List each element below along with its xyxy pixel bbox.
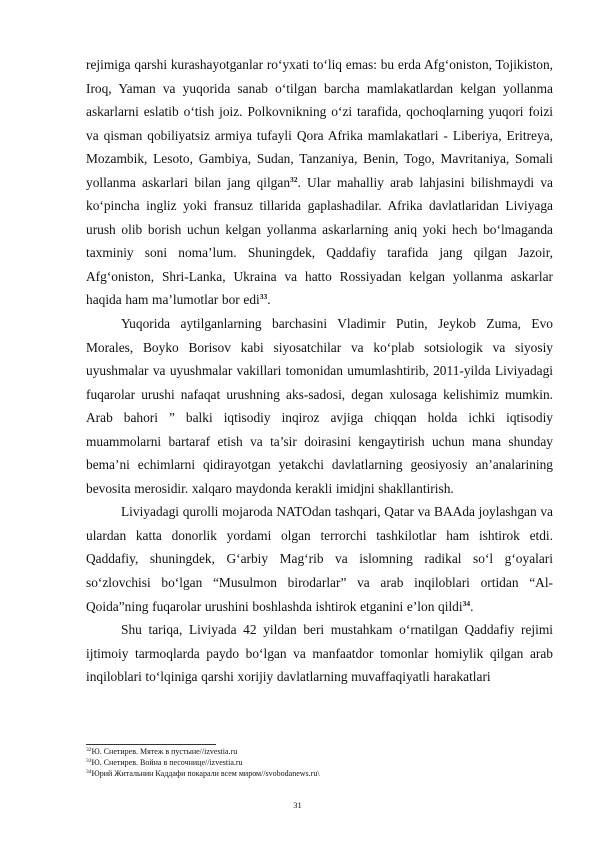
paragraph-3: [86, 500, 553, 618]
footnote-separator: [86, 744, 216, 745]
paragraph-3-text-b: .: [470, 598, 474, 614]
footnote-ref-34[interactable]: 34: [462, 598, 471, 608]
paragraph-4-text: Shu tariqa, Liviyada 42 yildan beri mustahkam o‘rnatilgan Qaddafiy rejimi ijtimoiy tarmoqlarda paydo bo‘lgan va manfaatdor tomonlar homiylik qilgan arab inqiloblari to‘lqiniga qarshi xorijiy davlatlarning muvaffaqiyatli harakatlari: [86, 622, 553, 685]
page-number: 31: [293, 800, 302, 810]
footnote-33: [86, 757, 553, 768]
paragraph-1: [86, 53, 553, 312]
footnote-number: 32: [86, 747, 92, 753]
paragraph-1-text-b: . Ular mahalliy arab lahjasini bilishmaydi va ko‘pincha ingliz yoki fransuz tillarida gaplashadilar. Afrika davlatlaridan Liviyaga urush olib borish uchun kelgan yollanma askarlarning aniq yoki hech bo‘lmaganda taxminiy soni noma’lum. Shuningdek, Qaddafiy tarafida jang qilgan Jazoir, Afg‘oniston, Shri-Lanka, Ukraina va hatto Rossiyadan kelgan yollanma askarlar haqida ham ma’lumotlar bor edi: [86, 174, 553, 308]
footnote-ref-32[interactable]: 32: [290, 174, 298, 184]
footnote-number: 33: [86, 758, 92, 765]
paragraph-1-text-a: rejimiga qarshi kurashayotganlar ro‘yxati to‘liq emas: bu erda Afg‘oniston, Tojikiston, Iroq, Yaman va yuqorida sanab o‘tilgan barcha mamlakatlardan kelgan yollanma askarlarni eslatib o‘tish joiz. Polkovnikning o‘zi tarafida, qochoqlarning yuqori foizi va qisman qobiliyatsiz armiya tufayli Qora Afrika mamlakatlari - Liberiya, Eritreya, Mozambik, Lesoto, Gambiya, Sudan, Tanzaniya, Benin, Togo, Mavritaniya, Somali yollanma askarlari bilan jang qilgan: [86, 57, 553, 190]
footnote-32: [86, 746, 553, 757]
footnote-text: Ю. Снетирев. Мятеж в пустыне//izvestia.ru: [91, 747, 238, 756]
paragraph-2: [86, 312, 553, 500]
paragraph-3-text-a: Liviyadagi qurolli mojaroda NATOdan tashqari, Qatar va BAAda joylashgan va ulardan katta donorlik yordami olgan terrorchi tashkilotlar ham ishtirok etdi. Qaddafiy, shuningdek, G‘arbiy Mag‘rib va islomning radikal so‘l g‘oyalari so‘zlovchisi bo‘lgan “Musulmon birodarlar” va arab inqiloblari ortidan “Al-Qoida”ning fuqarolar urushini boshlashda ishtirok etganini e’lon qildi: [86, 504, 553, 614]
footnote-text: Юрий Житальнин Каддафи покарали всем миром//svobodanews.ru\: [91, 769, 320, 779]
footnote-number: 34: [86, 769, 92, 776]
paragraph-4: [86, 618, 553, 689]
footnote-ref-33[interactable]: 33: [259, 292, 268, 302]
body-text: [86, 53, 553, 689]
footnotes: [86, 746, 553, 780]
paragraph-1-text-c: .: [267, 292, 271, 308]
footnote-34: [86, 768, 553, 779]
paragraph-2-text: Yuqorida aytilganlarning barchasini Vladimir Putin, Jeykob Zuma, Evo Morales, Boyko Borisov kabi siyosatchilar va ko‘plab sotsiologik va siyosiy uyushmalar va uyushmalar vakillari tomonidan umumlashtirib, 2011-yilda Liviyadagi fuqarolar urushi nafaqat urushning aks-sadosi, degan xulosaga kelishimiz mumkin. Arab bahori ” balki iqtisodiy inqiroz avjiga chiqqan holda ichki iqtisodiy muammolarni bartaraf etish va ta’sir doirasini kengaytirish uchun mana shunday bema’ni echimlarni qidirayotgan yetakchi davlatlarning geosiyosiy an’analarining bevosita merosidir. xalqaro maydonda kerakli imidjni shakllantirish.: [86, 316, 553, 496]
footnote-text: Ю. Снетирев. Война в песочнице//izvestia.ru: [91, 758, 243, 768]
